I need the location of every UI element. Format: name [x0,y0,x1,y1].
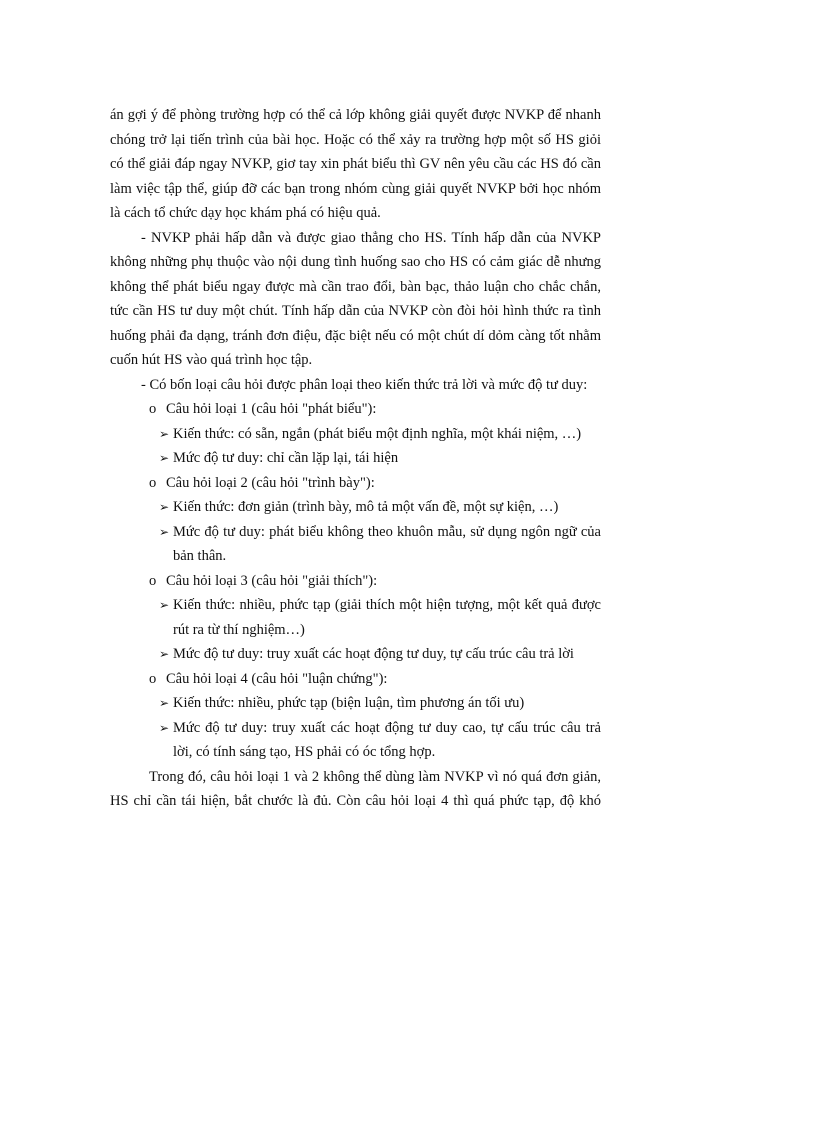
arrow-icon: ➢ [159,696,170,710]
arrow-icon: ➢ [159,500,170,514]
type4-item2-line2: lời, có tính sáng tạo, HS phải có óc tổng hợp. [173,744,436,760]
type1-item2-line1: Mức độ tư duy: chỉ cần lặp lại, tái hiện [173,450,399,466]
type3-item2-line1: Mức độ tư duy: truy xuất các hoạt động tư duy, tự cấu trúc câu trả lời [173,646,574,662]
p4-line-2: HS chỉ cần tái hiện, bắt chước là đủ. Còn câu hỏi loại 4 thì quá phức tạp, độ khó [110,793,601,809]
p2-line-1: - NVKP phải hấp dẫn và được giao thẳng cho HS. Tính hấp dẫn của NVKP [141,230,601,246]
type3-bullet: o [149,573,157,589]
p1-line-3: có thể giải đáp ngay NVKP, giơ tay xin phát biểu thì GV nên yêu cầu các HS đó cần [110,156,601,172]
p1-line-5: là cách tổ chức dạy học khám phá có hiệu quả. [110,205,381,221]
type2-item2-line2: bản thân. [173,548,227,564]
p2-line-3: không thể phát biểu ngay được mà cần trao đổi, bàn bạc, thảo luận cho chắc chắn, [110,279,601,295]
type2-item2-line1: Mức độ tư duy: phát biểu không theo khuôn mẫu, sử dụng ngôn ngữ của [173,524,601,540]
arrow-icon: ➢ [159,721,170,735]
arrow-icon: ➢ [159,451,170,465]
arrow-icon: ➢ [159,647,170,661]
type4-item2-line1: Mức độ tư duy: truy xuất các hoạt động tư duy cao, tự cấu trúc câu trả [173,720,601,736]
type1-item1-line1: Kiến thức: có sẵn, ngắn (phát biểu một định nghĩa, một khái niệm, …) [173,426,582,442]
type3-item1-line1: Kiến thức: nhiều, phức tạp (giải thích một hiện tượng, một kết quả được [173,597,601,613]
p2-line-5: huống phải đa dạng, tránh đơn điệu, đặc biệt nếu có một chút dí dỏm càng tốt nhằm [110,328,601,344]
arrow-icon: ➢ [159,525,170,539]
arrow-icon: ➢ [159,598,170,612]
type3-item1-line2: rút ra từ thí nghiệm…) [173,622,305,638]
p1-line-1: án gợi ý để phòng trường hợp có thể cả lớp không giải quyết được NVKP để nhanh [110,107,601,123]
type2-title: Câu hỏi loại 2 (câu hỏi "trình bày"): [166,475,375,491]
type2-bullet: o [149,475,157,491]
p2-line-6: cuốn hút HS vào quá trình học tập. [110,352,313,368]
arrow-icon: ➢ [159,427,170,441]
type2-item1-line1: Kiến thức: đơn giản (trình bày, mô tả một vấn đề, một sự kiện, …) [173,499,559,515]
type3-title: Câu hỏi loại 3 (câu hỏi "giải thích"): [166,573,378,589]
type1-title: Câu hỏi loại 1 (câu hỏi "phát biểu"): [166,401,377,417]
type4-title: Câu hỏi loại 4 (câu hỏi "luận chứng"): [166,671,388,687]
type4-item1-line1: Kiến thức: nhiều, phức tạp (biện luận, tìm phương án tối ưu) [173,695,525,711]
p2-line-4: tức cần HS tư duy một chút. Tính hấp dẫn của NVKP còn đòi hỏi hình thức ra tình [110,303,601,319]
type4-bullet: o [149,671,157,687]
p2-line-2: không những phụ thuộc vào nội dung tình huống sao cho HS có cảm giác dễ nhưng [110,254,601,270]
p3-intro: - Có bốn loại câu hỏi được phân loại theo kiến thức trả lời và mức độ tư duy: [141,377,588,393]
p1-line-2: chóng trở lại tiến trình của bài học. Hoặc có thể xảy ra trường hợp một số HS giỏi [110,132,601,148]
p1-line-4: làm việc tập thể, giúp đỡ các bạn trong nhóm cùng giải quyết NVKP bởi học nhóm [110,181,601,197]
p4-line-1: Trong đó, câu hỏi loại 1 và 2 không thể dùng làm NVKP vì nó quá đơn giản, [149,769,601,785]
type1-bullet: o [149,401,157,417]
